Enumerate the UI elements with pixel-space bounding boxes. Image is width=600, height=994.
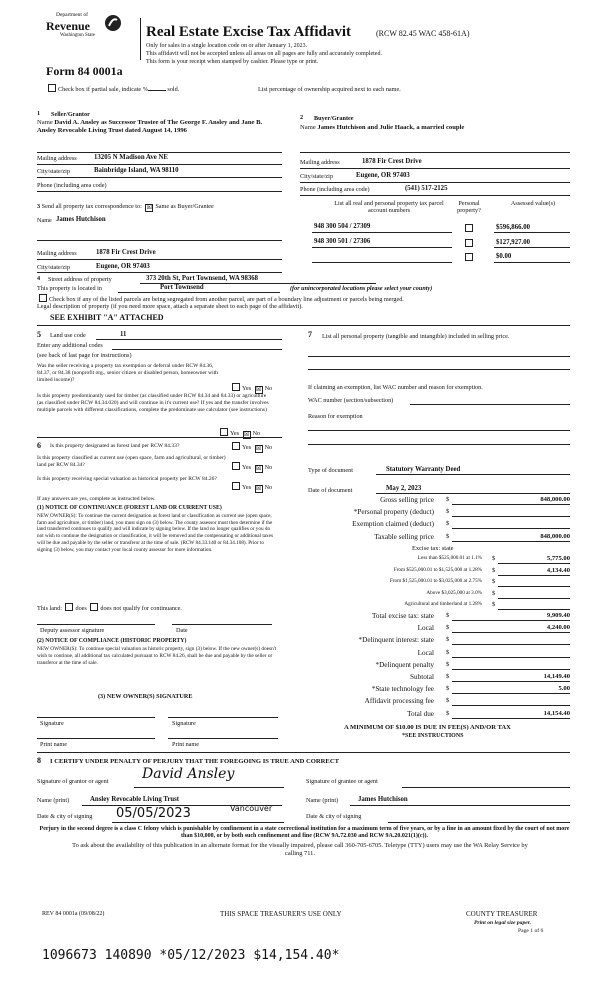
grantor-name-label: Name (print) xyxy=(37,797,70,804)
tax-total-label: *State technology fee xyxy=(371,685,434,694)
parcel-personal-checkbox-2[interactable] xyxy=(465,239,473,247)
wac-label: WAC number (section/subsection) xyxy=(308,397,394,404)
grantee-date-label: Date & city of signing xyxy=(306,813,362,820)
tax-total-value: 5.00 xyxy=(558,685,570,693)
header-note-2: This affidavit will not be accepted unless all areas on all pages are fully and accurately completed. xyxy=(146,51,382,57)
section3-number: 3 xyxy=(37,203,41,210)
tax-row-dollar: $ xyxy=(446,496,450,503)
buyer-phone: (541) 517-2125 xyxy=(405,185,448,192)
section3-name-label: Name xyxy=(37,217,52,224)
tax-total-label: Local xyxy=(417,624,434,633)
certify-statement: I CERTIFY UNDER PENALTY OF PERJURY THAT THE FOREGOING IS TRUE AND CORRECT xyxy=(50,758,339,765)
parcel-number-1: 948 300 504 / 27309 xyxy=(314,223,371,230)
section4-located-label: This property is located in xyxy=(37,285,102,292)
section8-number: 8 xyxy=(37,756,41,765)
tax-bracket-label: Above $3,025,000 at 3.0% xyxy=(426,589,482,596)
legal-paper-note: Print on legal size paper. xyxy=(474,920,532,926)
owner-signature-label-1: Signature xyxy=(40,720,64,727)
continuance-title: (1) NOTICE OF CONTINUANCE (FOREST LAND OR CURRENT USE) xyxy=(37,505,222,511)
continuance-text: NEW OWNER(S): To continue the current designation as forest land or classification as current use (open space, farm and agriculture, or timber) land, you must sign on (3) below. The county assessor must then determine if the land transferred continues to qualify and will indicate by signing below. If the land no longer qualifies or you do not wish to continue the designation or classification, it will be removed and the compensating or additional taxes will be due and payable by the seller or transferor at the time of sale. (RCW 84.33.140 or 84.34.108). Prior to signing (3) below, you may contact your local county assessor for more information. xyxy=(37,513,273,553)
land-use-code: 11 xyxy=(120,331,127,338)
parcel-personal-checkbox-1[interactable] xyxy=(465,224,473,232)
does-label: does xyxy=(75,605,87,612)
tax-total-label: *Delinquent penalty xyxy=(375,660,434,669)
grantor-city: Vancouver xyxy=(230,804,273,813)
seller-mail-label: Mailing address xyxy=(37,155,77,162)
section4-exhibit: SEE EXHIBIT "A" ATTACHED xyxy=(50,313,164,322)
tax-total-value: 4,240.00 xyxy=(546,624,570,632)
s6q2-no-label: No xyxy=(264,464,273,471)
doc-date-label: Date of document xyxy=(308,487,353,494)
treasurer-use-only: THIS SPACE TREASURER'S USE ONLY xyxy=(220,910,342,918)
seller-number: 1 xyxy=(37,110,41,117)
partial-sale-label: Check box if partial sale, indicate % xyxy=(58,86,148,93)
tax-bracket-label: Less than $525,000.01 at 1.1% xyxy=(417,555,482,561)
tax-total-dollar: $ xyxy=(446,648,450,656)
grantor-name: Ansley Revocable Living Trust xyxy=(90,796,180,803)
excise-state-label: Excise tax: state xyxy=(412,545,454,552)
section6-q2-answer xyxy=(230,462,272,473)
grantee-signature-label: Signature of grantee or agent xyxy=(306,778,378,785)
owner-signature-label-2: Signature xyxy=(172,720,196,727)
tax-total-dollar: $ xyxy=(446,660,450,668)
section3-mail: 1878 Fir Crest Drive xyxy=(96,249,156,256)
tax-total-label: Local xyxy=(417,648,434,657)
s6q2-yes-label: Yes xyxy=(242,464,252,471)
s6q3-no-label: No xyxy=(264,484,273,491)
section6-q1: Is this property designated as forest land per RCW 84.33? xyxy=(50,443,180,449)
section5-number: 5 xyxy=(37,330,41,339)
section4-street-label: Street address of property xyxy=(48,276,112,283)
s6q3-yes-label: Yes xyxy=(242,484,252,491)
form-title: Real Estate Excise Tax Affidavit xyxy=(146,24,351,40)
buyer-name-value: James Hutchison and Julie Haack, a married couple xyxy=(317,124,465,131)
section4-street: 373 20th St, Port Townsend, WA 98368 xyxy=(146,275,259,282)
this-land-label: This land: xyxy=(37,605,62,612)
deputy-date-label: Date xyxy=(176,627,188,634)
owner-print-name-1: Print name xyxy=(40,741,67,748)
s6q1-yes-label: Yes xyxy=(242,444,252,451)
s6q1-no-checkbox[interactable]: ☒ xyxy=(255,446,262,452)
parcel-value-2: $127,927.00 xyxy=(496,239,530,246)
buyer-mail: 1878 Fir Crest Drive xyxy=(362,158,422,165)
section4-legal: Legal description of property (if you need more space, attach a separate sheet to each page of the affidavit). xyxy=(37,303,303,310)
grantor-signature: David Ansley xyxy=(142,766,235,782)
header-note-3: This form is your receipt when stamped by cashier. Please type or print. xyxy=(146,59,319,65)
section5-q1: Was the seller receiving a property tax exemption or deferral under RCW 84.36, 84.37, or 84.38 (nonprofit org., senior citizen or disabled person, homeowner with limited income)? xyxy=(37,363,218,383)
section3-row xyxy=(37,203,214,212)
tax-total-value: 14,154.40 xyxy=(543,709,570,717)
treasurer-stamp: 1096673 140890 *05/12/2023 $14,154.40* xyxy=(42,948,340,963)
tax-total-dollar: $ xyxy=(446,697,450,705)
section7-number: 7 xyxy=(308,330,312,339)
tax-row-label: *Personal property (deduct) xyxy=(353,508,434,517)
s6q3-no-checkbox[interactable]: ☒ xyxy=(255,486,262,492)
tax-bracket-dollar: $ xyxy=(492,589,496,597)
seller-name xyxy=(37,119,277,135)
section3-city: Eugene, OR 97403 xyxy=(96,263,150,270)
doc-type: Statutory Warranty Deed xyxy=(386,466,461,473)
s5q1-no-checkbox[interactable]: ☒ xyxy=(255,387,262,393)
tax-bracket-dollar: $ xyxy=(492,566,496,574)
seller-name-label: Name xyxy=(37,119,53,126)
seller-heading: Seller/Grantor xyxy=(51,111,90,118)
form-citation: (RCW 82.45 WAC 458-61A) xyxy=(376,29,470,38)
tax-bracket-dollar: $ xyxy=(492,601,496,609)
tax-bracket-dollar: $ xyxy=(492,578,496,586)
state-line: Washington State xyxy=(60,33,96,38)
buyer-city: Eugene, OR 97403 xyxy=(356,172,410,179)
tax-row-value: 848,000.00 xyxy=(540,496,570,503)
grantor-signature-label: Signature of grantor or agent xyxy=(37,778,109,785)
does-checkbox[interactable] xyxy=(65,603,73,611)
parcel-header-assessed: Assessed value(s) xyxy=(510,200,556,207)
historic-text: NEW OWNER(S): To continue special valuation as historic property, sign (3) below. If the new owner(s) doesn't wish to continue, all additional tax calculated pursuant to RCW 84.26, shall be due and payable by the seller or transferor at the time of sale. xyxy=(37,646,277,666)
section3-city-label: City/state/zip xyxy=(37,264,70,271)
partial-sale-sold: sold. xyxy=(167,86,180,93)
buyer-phone-label: Phone (including area code) xyxy=(300,186,370,193)
new-owner-signature-title: (3) NEW OWNER(S) SIGNATURE xyxy=(98,693,193,700)
tax-total-dollar: $ xyxy=(446,636,450,644)
section3-mail-label: Mailing address xyxy=(37,250,77,257)
seller-city-label: City/state/zip xyxy=(37,168,70,175)
revenue-logo-icon xyxy=(104,14,122,32)
s5q2-no-label: No xyxy=(252,430,261,437)
tax-total-dollar: $ xyxy=(446,624,450,632)
tax-bracket-dollar: $ xyxy=(492,555,496,562)
buyer-city-label: City/state/zip xyxy=(300,173,333,180)
s6q3-yes-checkbox[interactable] xyxy=(232,482,240,490)
s6q1-no-label: No xyxy=(264,444,273,451)
parcel-value-1: $596,866.00 xyxy=(496,224,530,231)
tax-total-label: *Delinquent interest: state xyxy=(358,636,434,645)
section7-text: List all personal property (tangible and intangible) included in selling price. xyxy=(322,333,510,340)
section6-any-yes: If any answers are yes, complete as instructed below. xyxy=(37,496,156,502)
perjury-statement: Perjury in the second degree is a class C felony which is punishable by confinement in a state correctional institution for a maximum term of five years, or by a fine in an amount fixed by the court of not more than $10,000, or by both such confinement and fine (RCW 9A.72.030 and RCW 9A.20.021(1)(c)). xyxy=(39,826,570,840)
grantor-date: 05/05/2023 xyxy=(116,806,191,821)
buyer-heading: Buyer/Grantee xyxy=(314,115,354,122)
tax-total-dollar: $ xyxy=(446,673,450,680)
buyer-mail-label: Mailing address xyxy=(300,159,340,166)
section6-q3: Is this property receiving special valuation as historical property per RCW 84.26? xyxy=(37,476,217,482)
tax-bracket-label: From $525,000.01 to $1,525,000 at 1.28% xyxy=(393,566,482,573)
page-number: Page 1 of 6 xyxy=(518,928,544,934)
tax-row-label: Taxable selling price xyxy=(374,532,434,541)
dept-line: Department of xyxy=(56,12,88,18)
tax-bracket-label: Agricultural and timberland at 1.28% xyxy=(404,601,482,608)
section4-check-text: Check box if any of the listed parcels are being segregated from another parcel, are part of a boundary line adjustment or parcels being merged. xyxy=(49,296,404,303)
partial-sale-row xyxy=(46,84,179,93)
seller-city: Bainbridge Island, WA 98110 xyxy=(94,167,179,174)
header-note-1: Only for sales in a single location code on or after January 1, 2023. xyxy=(146,43,308,49)
tax-row-dollar: $ xyxy=(446,532,450,540)
header-divider xyxy=(140,18,141,60)
tax-row-value: 848,000.00 xyxy=(540,532,570,540)
s5q1-yes-label: Yes xyxy=(242,385,252,392)
ownership-note: List percentage of ownership acquired next to each name. xyxy=(258,86,401,93)
land-use-label: Land use code xyxy=(50,332,86,339)
buyer-number: 2 xyxy=(300,114,304,121)
seller-phone-label: Phone (including area code) xyxy=(37,182,107,189)
same-as-buyer-label: Same as Buyer/Grantee xyxy=(155,203,214,210)
exemption-note: If claiming an exemption, list WAC number and reason for exemption. xyxy=(308,384,483,391)
s5q2-no-checkbox[interactable]: ☒ xyxy=(243,432,250,438)
s6q2-no-checkbox[interactable]: ☒ xyxy=(255,466,262,472)
tax-bracket-value: 5,775.00 xyxy=(546,555,570,562)
tax-total-label: Total due xyxy=(407,709,434,718)
buyer-name xyxy=(300,124,464,131)
section6-number: 6 xyxy=(37,441,41,450)
s6q2-yes-checkbox[interactable] xyxy=(232,462,240,470)
deputy-signature-label: Deputy assessor signature xyxy=(40,627,105,634)
s6q1-yes-checkbox[interactable] xyxy=(232,442,240,450)
additional-codes: Enter any additional codes xyxy=(37,342,103,349)
section6-q1-answer xyxy=(230,442,272,453)
s5q1-no-label: No xyxy=(264,385,273,392)
buyer-name-label: Name xyxy=(300,124,316,131)
section4-check-row xyxy=(37,294,404,303)
historic-title: (2) NOTICE OF COMPLIANCE (HISTORIC PROPERTY) xyxy=(37,638,187,644)
s5q2-yes-checkbox[interactable] xyxy=(220,428,228,436)
s5q2-yes-label: Yes xyxy=(230,430,240,437)
tax-row-label: Gross selling price xyxy=(380,496,434,504)
section6-q3-answer xyxy=(230,482,272,493)
segregated-parcel-checkbox[interactable] xyxy=(39,294,47,302)
parcel-number-2: 948 300 501 / 27306 xyxy=(314,238,371,245)
partial-sale-checkbox[interactable] xyxy=(48,84,56,92)
see-back: (see back of last page for instructions) xyxy=(37,352,132,359)
same-as-buyer-checkbox[interactable]: ☒ xyxy=(146,205,153,211)
tax-total-dollar: $ xyxy=(446,685,450,693)
tax-total-value: 14,149.40 xyxy=(543,673,570,680)
tax-row-label: Exemption claimed (deduct) xyxy=(352,520,434,529)
tax-row-dollar: $ xyxy=(446,508,450,516)
tax-total-dollar: $ xyxy=(446,612,450,619)
doc-type-label: Type of document xyxy=(308,467,353,474)
section5-q2: Is this property predominantly used for timber (as classified under RCW 84.34 and 84.33) or agriculture (as classified under RCW 84.34.020) and will continue in it's current use? If yes and the transfer involves multiple parcels with different classifications, complete the predominate use calculator (see instructions) xyxy=(37,393,269,413)
parcel-personal-checkbox-3[interactable] xyxy=(465,253,473,261)
tax-row-dollar: $ xyxy=(446,520,450,528)
reason-label: Reason for exemption xyxy=(308,413,363,420)
minimum-fee-note: A MINIMUM OF $10.00 IS DUE IN FEE(S) AND/OR TAX xyxy=(344,724,511,731)
county-treasurer: COUNTY TREASURER xyxy=(466,910,538,918)
revision-number: REV 84 0001a (09/08/22) xyxy=(42,911,105,917)
parcel-header-personal: Personal property? xyxy=(457,200,481,214)
dor-logo xyxy=(42,12,122,48)
grantee-name: James Hutchison xyxy=(358,796,408,803)
does-not-checkbox[interactable] xyxy=(90,603,98,611)
doc-date: May 2, 2023 xyxy=(386,485,422,492)
accessibility-note: To ask about the availability of this publication in an alternate format for the visually impaired, please call 360-705-6705. Teletype (TTY) users may use the WA Relay Service by calling 711. xyxy=(72,842,528,858)
tax-bracket-label: From $1,525,000.01 to $3,025,000 at 2.75% xyxy=(389,578,482,585)
grantor-date-label: Date & city of signing xyxy=(37,813,93,820)
section3-text: Send all property tax correspondence to: xyxy=(41,203,142,210)
revenue-wordmark: Revenue xyxy=(46,19,90,33)
parcel-header-numbers: List all real and personal property tax parcel account numbers xyxy=(334,200,444,214)
parcel-value-3: $0.00 xyxy=(496,253,512,260)
tax-total-label: Total excise tax: state xyxy=(372,612,434,620)
section4-number: 4 xyxy=(37,275,41,282)
form-number: Form 84 0001a xyxy=(46,64,123,78)
tax-total-label: Subtotal xyxy=(410,673,434,681)
section3-name: James Hutchison xyxy=(56,216,106,223)
tax-total-dollar: $ xyxy=(446,709,450,717)
grantee-name-label: Name (print) xyxy=(306,797,339,804)
s5q1-yes-checkbox[interactable] xyxy=(232,383,240,391)
seller-mail: 13205 N Madison Ave NE xyxy=(94,154,168,161)
see-instructions: *SEE INSTRUCTIONS xyxy=(402,733,464,739)
tax-total-label: Affidavit processing fee xyxy=(364,697,434,706)
section4-located-note: (for unincorporated locations please select your county) xyxy=(290,285,433,292)
does-not-label: does not qualify for continuance. xyxy=(100,605,182,612)
section6-q2: Is this property classified as current use (open space, farm and agricultural, or timber) land per RCW 84.34? xyxy=(37,455,226,468)
tax-total-value: 9,909.40 xyxy=(546,612,570,619)
this-land-row xyxy=(37,603,182,612)
section4-located: Port Townsend xyxy=(160,284,204,291)
tax-bracket-value: 4,134.40 xyxy=(546,566,570,574)
seller-name-value: David A. Ansley as Successor Trustee of The George F. Ansley and Jane B. Ansley Revocable Living Trust dated August 14, 1996 xyxy=(37,119,263,134)
owner-print-name-2: Print name xyxy=(172,741,199,748)
